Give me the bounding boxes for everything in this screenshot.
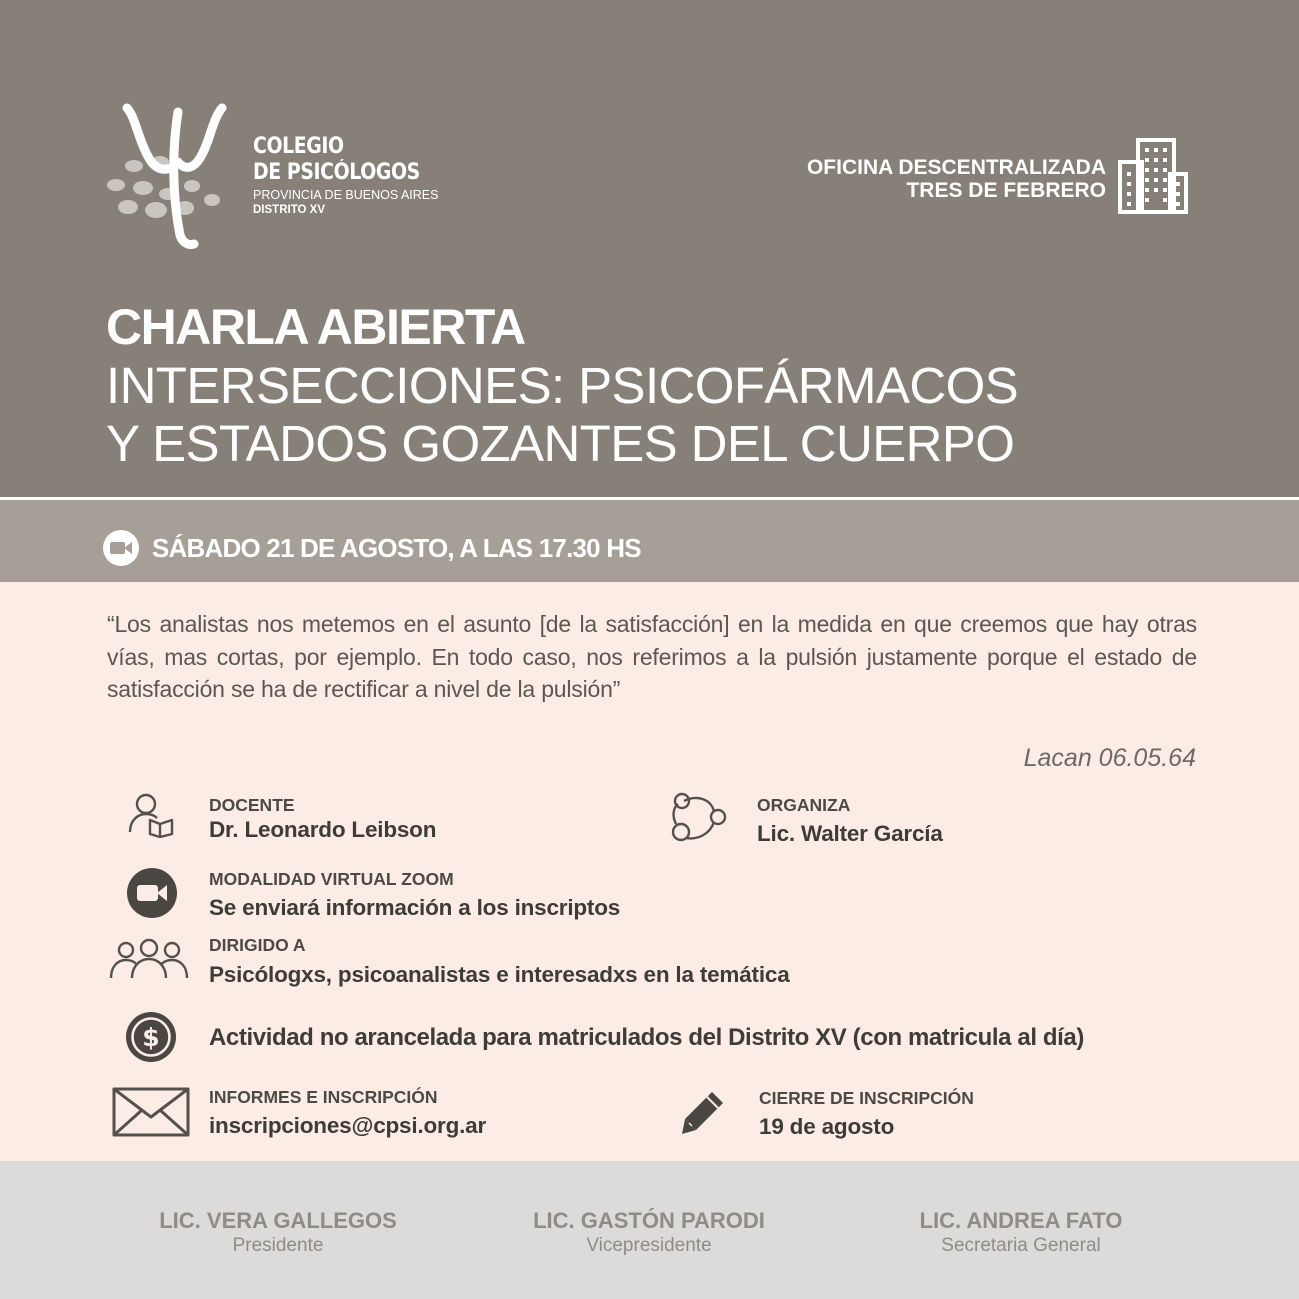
people-group-icon (108, 938, 190, 980)
event-date: SÁBADO 21 DE AGOSTO, A LAS 17.30 HS (152, 533, 641, 563)
cierre-value: 19 de agosto (759, 1114, 895, 1139)
footer-person-name: LIC. GASTÓN PARODI (533, 1208, 765, 1233)
office-name (807, 156, 1106, 202)
zoom-camera-icon (126, 867, 178, 919)
footer-person-role: Presidente (232, 1235, 324, 1256)
footer-person-name: LIC. ANDREA FATO (919, 1208, 1123, 1233)
logo-line-3: PROVINCIA DE BUENOS AIRES (253, 188, 439, 202)
logo-text (253, 134, 447, 218)
modalidad-label: MODALIDAD VIRTUAL ZOOM (209, 869, 454, 889)
docente-label: DOCENTE (209, 795, 295, 815)
teacher-book-icon (126, 792, 176, 838)
quote-text: “Los analistas nos metemos en el asunto [de la satisfacción] en la medida en que creemos que hay otras vías, mas cortas, por ejemplo. En todo caso, nos referimos a la pulsión justamente porque el estado de satisfacción se ha de rectificar a nivel de la pulsión” (107, 611, 1197, 702)
logo-line-4: DISTRITO XV (253, 204, 325, 216)
arancel-value: Actividad no arancelada para matriculados del Distrito XV (con matricula al día) (209, 1024, 1084, 1051)
docente-value: Dr. Leonardo Leibson (209, 817, 437, 842)
building-icon (1116, 136, 1190, 216)
event-title-line-2: Y ESTADOS GOZANTES DEL CUERPO (106, 415, 1015, 472)
dirigido-value: Psicólogxs, psicoanalistas e interesadxs en la temática (209, 962, 790, 987)
office-line-1: OFICINA DESCENTRALIZADA (806, 156, 1106, 179)
informes-label: INFORMES E INSCRIPCIÓN (209, 1087, 438, 1107)
logo-line-1: COLEGIO (253, 134, 344, 159)
network-circles-icon (670, 792, 728, 844)
logo-line-2: DE PSICÓLOGOS (253, 160, 420, 185)
cierre-label: CIERRE DE INSCRIPCIÓN (759, 1088, 974, 1108)
footer-person-role: Vicepresidente (586, 1235, 712, 1256)
dirigido-label: DIRIGIDO A (209, 935, 306, 955)
envelope-icon (112, 1087, 190, 1137)
video-camera-icon (103, 530, 139, 566)
organiza-value: Lic. Walter García (757, 821, 943, 846)
pencil-icon (680, 1089, 726, 1135)
organiza-label: ORGANIZA (757, 795, 851, 815)
psi-logo-icon (100, 100, 240, 252)
footer-person-name: LIC. VERA GALLEGOS (159, 1208, 397, 1233)
event-type: CHARLA ABIERTA (106, 299, 525, 355)
modalidad-value: Se enviará información a los inscriptos (209, 895, 621, 920)
office-line-2: TRES DE FEBRERO (906, 179, 1106, 202)
event-title-line-1: INTERSECCIONES: PSICOFÁRMACOS (106, 357, 1019, 414)
svg-text:$: $ (142, 1023, 160, 1052)
informes-email[interactable]: inscripciones@cpsi.org.ar (209, 1113, 487, 1138)
dollar-coin-icon (124, 1010, 178, 1064)
quote-author: Lacan 06.05.64 (1023, 744, 1196, 772)
footer-person-role: Secretaria General (941, 1235, 1101, 1256)
